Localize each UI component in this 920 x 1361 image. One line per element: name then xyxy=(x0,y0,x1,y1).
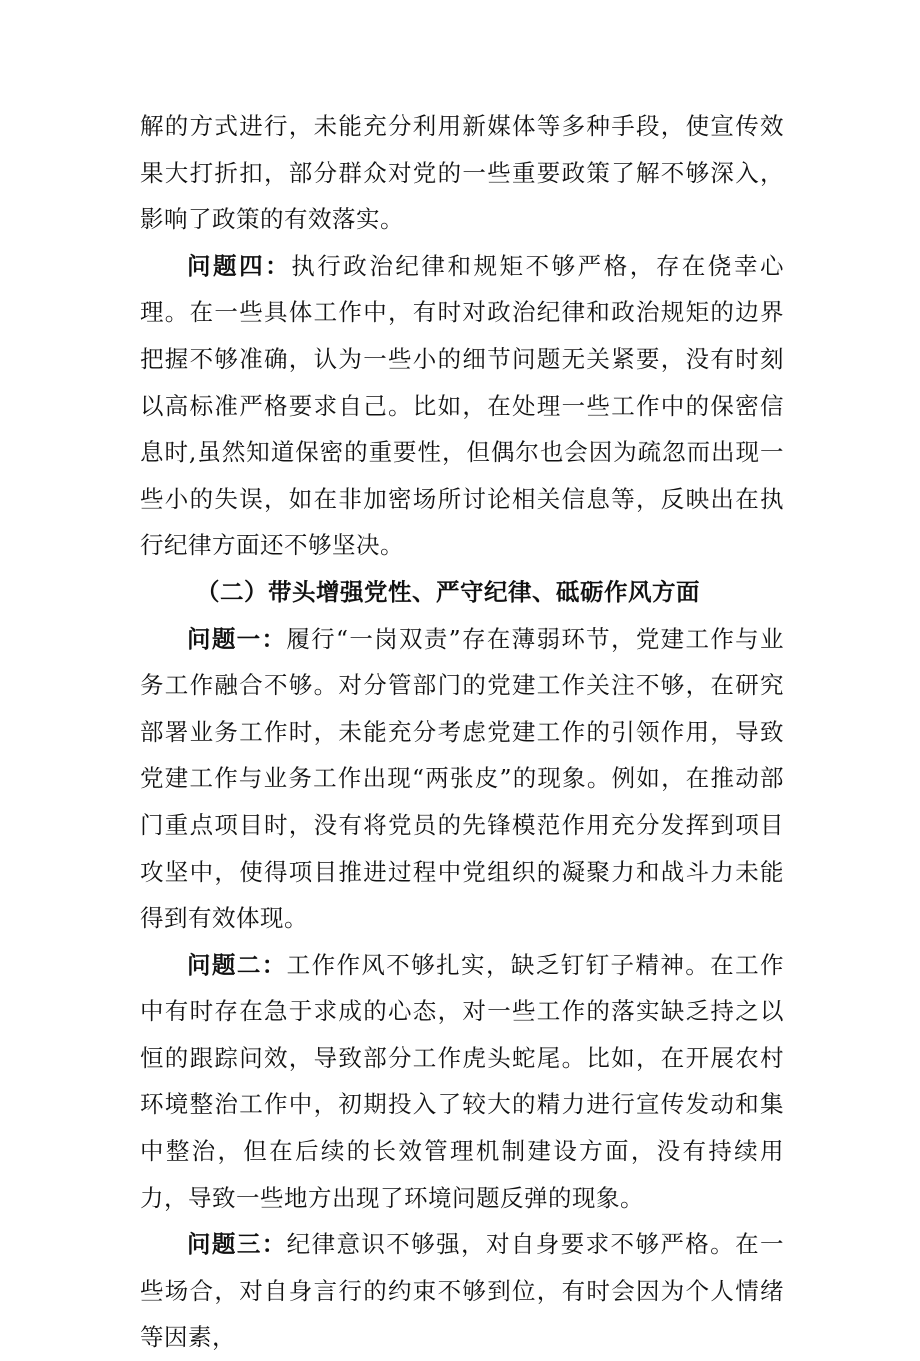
paragraph-problem-3 xyxy=(140,1221,784,1361)
problem-label: 问题四： xyxy=(187,251,292,280)
problem-label: 问题一： xyxy=(187,624,287,653)
paragraph-text: 解的方式进行，未能充分利用新媒体等多种手段，使宣传效果大打折扣，部分群众对党的一些重要政策了解不够深入，影响了政策的有效落实。 xyxy=(140,112,784,234)
paragraph-text: 履行“一岗双责”存在薄弱环节，党建工作与业务工作融合不够。对分管部门的党建工作关注不够，在研究部署业务工作时，未能充分考虑党建工作的引领作用，导致党建工作与业务工作出现“两张皮”的现象。例如，在推动部门重点项目时，没有将党员的先锋模范作用充分发挥到项目攻坚中，使得项目推进过程中党组织的凝聚力和战斗力未能得到有效体现。 xyxy=(140,624,784,933)
problem-label: 问题二： xyxy=(187,950,287,979)
paragraph-continued xyxy=(140,103,784,243)
paragraph-problem-1 xyxy=(140,616,784,942)
problem-label: 问题三： xyxy=(187,1230,287,1259)
document-page xyxy=(140,103,784,1361)
section-heading: （二）带头增强党性、严守纪律、砥砺作风方面 xyxy=(196,577,700,606)
paragraph-problem-4 xyxy=(140,243,784,569)
paragraph-text: 工作作风不够扎实，缺乏钉钉子精神。在工作中有时存在急于求成的心态，对一些工作的落实缺乏持之以恒的跟踪问效，导致部分工作虎头蛇尾。比如，在开展农村环境整治工作中，初期投入了较大的精力进行宣传发动和集中整治，但在后续的长效管理机制建设方面，没有持续用力，导致一些地方出现了环境问题反弹的现象。 xyxy=(140,950,785,1212)
paragraph-problem-2 xyxy=(140,942,784,1222)
paragraph-text: 纪律意识不够强，对自身要求不够严格。在一些场合，对自身言行的约束不够到位，有时会因为个人情绪等因素， xyxy=(140,1230,785,1352)
paragraph-text: 执行政治纪律和规矩不够严格，存在侥幸心理。在一些具体工作中，有时对政治纪律和政治规矩的边界把握不够准确，认为一些小的细节问题无关紧要，没有时刻以高标准严格要求自己。比如，在处理一些工作中的保密信息时,虽然知道保密的重要性，但偶尔也会因为疏忽而出现一些小的失误，如在非加密场所讨论相关信息等，反映出在执行纪律方面还不够坚决。 xyxy=(140,251,785,560)
